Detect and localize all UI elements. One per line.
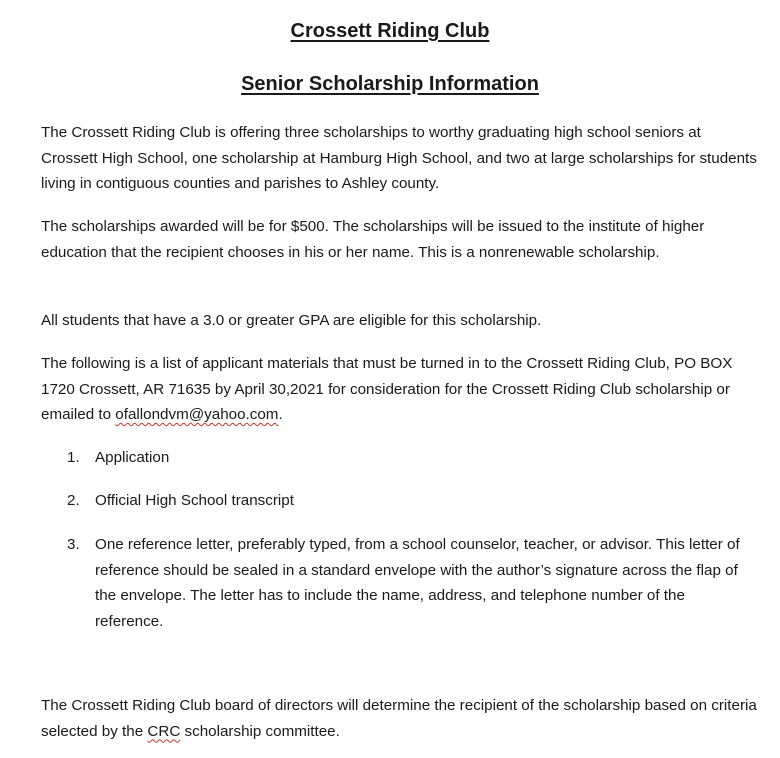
list-number: 2. — [67, 492, 80, 509]
list-text: One reference letter, preferably typed, from a school counselor, teacher, or advisor. This letter of reference should be sealed in a standard envelope with the author’s signature across the flap of the envelope. The letter has to include the name, address, and telephone number of the reference. — [95, 536, 740, 630]
submission-paragraph — [41, 351, 757, 428]
list-item — [67, 488, 747, 514]
list-number: 1. — [67, 449, 80, 466]
document-title: Crossett Riding Club — [290, 20, 490, 42]
list-text: Official High School transcript — [95, 492, 294, 509]
list-item — [67, 532, 747, 634]
document-subtitle: Senior Scholarship Information — [241, 73, 539, 95]
list-text: Application — [95, 449, 170, 466]
list-item — [67, 445, 747, 471]
list-number: 3. — [67, 536, 80, 553]
submission-text: The following is a list of applicant materials that must be turned in to the Crossett Riding Club, PO BOX 1720 Crossett, AR 71635 by April 30,2021 for consideration for the Crossett Riding Club scholarship or emailed to — [41, 355, 733, 423]
submission-end: . — [278, 406, 283, 423]
selection-text: The Crossett Riding Club board of directors will determine the recipient of the scholarship based on criteria selected by the — [41, 697, 757, 740]
selection-paragraph — [41, 693, 757, 744]
award-paragraph: The scholarships awarded will be for $500. The scholarships will be issued to the institute of higher education that the recipient chooses in his or her name. This is a nonrenewable scholarship. — [41, 218, 705, 261]
eligibility-paragraph: All students that have a 3.0 or greater GPA are eligible for this scholarship. — [41, 312, 542, 329]
intro-paragraph: The Crossett Riding Club is offering three scholarships to worthy graduating high school seniors at Crossett High School, one scholarship at Hamburg High School, and two at large scholarships for students living in contiguous counties and parishes to Ashley county. — [41, 124, 757, 192]
selection-end: scholarship committee. — [180, 722, 340, 740]
crc-abbreviation: CRC — [147, 722, 181, 740]
email-address: ofallondvm@yahoo.com — [115, 406, 279, 423]
